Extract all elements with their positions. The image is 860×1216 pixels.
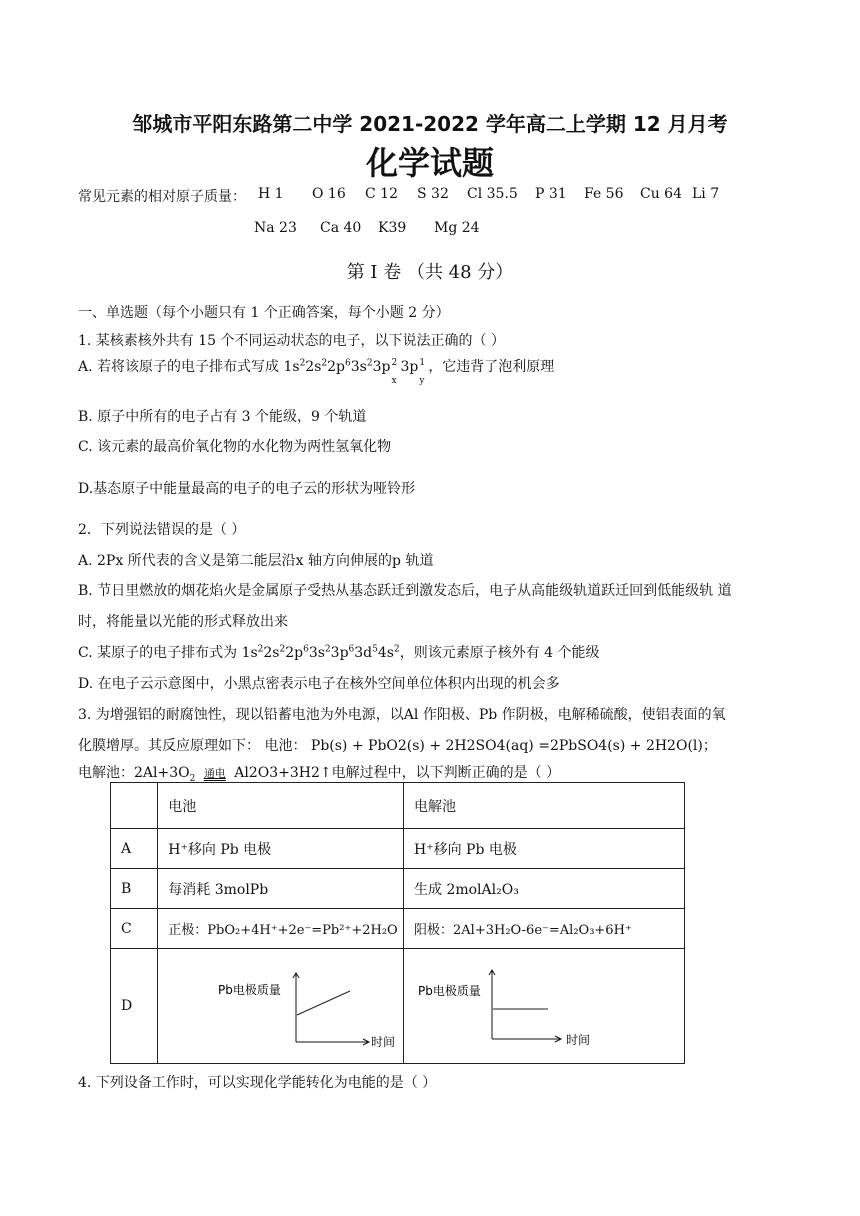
q2-c-text: C. 某原子的电子排布式为 1s (78, 645, 258, 661)
table-row (111, 829, 685, 869)
exam-title: 邹城市平阳东路第二中学 2021-2022 学年高二上学期 12 月月考 (132, 112, 728, 136)
mass-item: C 12 (365, 186, 398, 202)
q2-option-c: C. 某原子的电子排布式为 $1s^22s^22p^63s^23p^63d^54s^2$，则该元素原子核外有 4 个能级 (78, 644, 600, 661)
row-label: B (111, 869, 158, 909)
mass-item: Fe 56 (584, 186, 624, 202)
q2-option-b-line1: B. 节日里燃放的烟花焰火是金属原子受热从基态跃迁到激发态后，电子从高能级轨道跃迁回到低能级轨 道 (78, 583, 732, 599)
graph-ylabel: Pb电极质量 (418, 984, 481, 998)
battery-cell: 每消耗 3molPb (158, 869, 404, 909)
table-row (111, 869, 685, 909)
part-heading: 一、单选题（每个小题只有 1 个正确答案，每个小题 2 分） (78, 305, 450, 321)
mass-item: P 31 (535, 186, 567, 202)
cell-graph-cell (404, 949, 685, 1064)
mass-item: Ca 40 (320, 220, 362, 236)
section-title: 第 I 卷 （共 48 分） (346, 262, 514, 283)
q2-c-tail: ，则该元素原子核外有 4 个能级 (399, 645, 600, 661)
graph-xlabel: 时间 (566, 1033, 591, 1047)
mass-item: Na 23 (254, 220, 297, 236)
battery-cell: H⁺移向 Pb 电极 (158, 829, 404, 869)
graph-xlabel: 时间 (371, 1035, 396, 1049)
q3-stem-line1: 3. 为增强铝的耐腐蚀性，现以铅蓄电池为外电源，以Al 作阳极、Pb 作阴极，电解稀硫酸，使铝表面的氧 (78, 707, 726, 723)
electrolysis-cell: 生成 2molAl₂O₃ (404, 869, 685, 909)
mass-item: K39 (378, 220, 407, 236)
table-row (111, 949, 685, 1064)
table-header-battery: 电池 (158, 783, 404, 829)
battery-graph-cell (158, 949, 404, 1064)
row-label: A (111, 829, 158, 869)
q1-stem: 1. 某核素核外共有 15 个不同运动状态的电子，以下说法正确的（ ） (78, 333, 505, 349)
graph-ylabel: Pb电极质量 (218, 983, 282, 997)
mass-item: Cl 35.5 (467, 186, 518, 202)
exam-subject: 化学试题 (365, 144, 494, 182)
row-label: C (111, 909, 158, 949)
q2-option-b-line2: 时，将能量以光能的形式释放出来 (78, 614, 288, 630)
q3-stem-line3: 电解池：$2Al+3O_2$ 通电 Al2O3+3H2↑电解过程中，以下判断正确的是（ ） (78, 765, 561, 784)
electrolysis-cell: 阳极：2Al+3H₂O-6e⁻=Al₂O₃+6H⁺ (404, 909, 685, 949)
mass-item: Cu 64 (640, 186, 682, 202)
q3-table (110, 782, 685, 1064)
q3-stem3-pre: 电解池：2Al+3O (78, 765, 190, 781)
q4-stem: 4. 下列设备工作时，可以实现化学能转化为电能的是（ ） (78, 1075, 437, 1091)
q1-option-d: D.基态原子中能量最高的电子的电子云的形状为哑铃形 (78, 481, 416, 497)
q2-stem: 2．下列说法错误的是（ ） (78, 522, 246, 538)
cell-mass-graph (404, 949, 684, 1059)
mass-item: Li 7 (692, 186, 720, 202)
q2-option-a: A. 2Px 所代表的含义是第二能层沿x 轴方向伸展的p 轨道 (78, 553, 434, 569)
mass-item: O 16 (312, 186, 346, 202)
q1-option-b: B. 原子中所有的电子占有 3 个能级，9 个轨道 (78, 409, 367, 425)
table-row (111, 909, 685, 949)
q1-a-text: A. 若将该原子的电子排布式写成 1s (78, 359, 300, 375)
row-label: D (111, 949, 158, 1064)
condition-label: 通电 (203, 767, 226, 780)
table-header-cell: 电解池 (404, 783, 685, 829)
q2-option-d: D. 在电子云示意图中，小黑点密表示电子在核外空间单位体积内出现的机会多 (78, 676, 560, 692)
q3-stem-line2: 化膜增厚。其反应原理如下： 电池： Pb(s) + PbO2(s) + 2H2SO4(aq) =2PbSO4(s) + 2H2O(l)； (78, 738, 717, 754)
mass-item: Mg 24 (434, 220, 480, 236)
battery-mass-graph (158, 949, 398, 1059)
graph-mass-line (297, 991, 350, 1015)
electrolysis-cell: H⁺移向 Pb 电极 (404, 829, 685, 869)
atomic-mass-label: 常见元素的相对原子质量： (78, 189, 246, 205)
battery-cell: 正极：PbO₂+4H⁺+2e⁻=Pb²⁺+2H₂O (158, 909, 404, 949)
mass-item: S 32 (417, 186, 449, 202)
table-header-blank (111, 783, 158, 829)
q3-stem3-post: Al2O3+3H2↑电解过程中，以下判断正确的是（ ） (234, 765, 561, 781)
q1-option-a: A. 若将该原子的电子排布式写成 $1s^22s^22p^63s^23p$ 2 x 3p 1 y ，它违背了泡利原理 (78, 358, 555, 386)
q1-option-c: C. 该元素的最高价氧化物的水化物为两性氢氧化物 (78, 439, 392, 455)
mass-item: H 1 (258, 186, 284, 202)
q1-a-tail: ，它违背了泡利原理 (428, 359, 555, 375)
